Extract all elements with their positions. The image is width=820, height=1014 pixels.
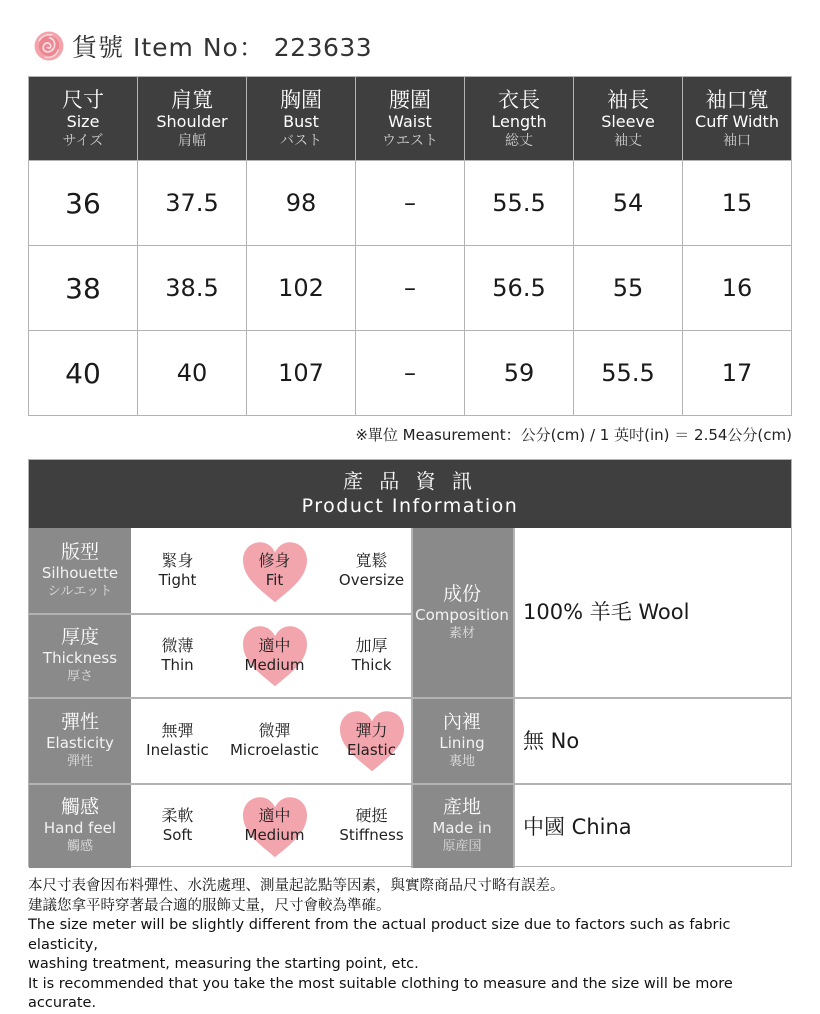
header-en: Cuff Width [695, 111, 779, 131]
scale-option [131, 783, 224, 868]
item-label: 貨號 [72, 33, 125, 62]
measurement-cell: 54 [574, 161, 683, 246]
option-en: Soft [162, 826, 193, 844]
attribute-scale [131, 697, 411, 783]
header-jp: 総丈 [505, 132, 533, 149]
attribute-scale [131, 528, 411, 613]
scale-option [325, 528, 418, 613]
rose-icon [32, 29, 66, 63]
option-zh: 無彈 [161, 720, 194, 740]
scale-option [228, 697, 321, 783]
item-header [32, 28, 372, 64]
size-col-header [356, 77, 465, 161]
label-jp: 原産国 [442, 839, 482, 854]
header-zh: 胸圍 [280, 87, 322, 112]
label-en: Silhouette [41, 564, 119, 582]
label-zh: 彈性 [60, 710, 99, 733]
header-jp: サイズ [62, 132, 104, 149]
scale-option-selected [228, 783, 321, 868]
scale-option-selected [325, 697, 418, 783]
size-value: 38 [29, 246, 138, 331]
measurement-cell: 55 [574, 246, 683, 331]
scale-option [131, 697, 224, 783]
measurement-cell: 17 [683, 331, 792, 416]
size-value: 40 [29, 331, 138, 416]
product-info-header [29, 460, 791, 528]
size-row [29, 161, 792, 246]
measurement-cell: – [356, 161, 465, 246]
attribute-label [29, 697, 131, 783]
detail-value: 無 No [523, 729, 580, 753]
product-info-title-en: Product Information [301, 495, 519, 517]
detail-value: 100% 羊毛 Wool [523, 600, 690, 624]
disclaimer-line: washing treatment, measuring the starting point, etc. [28, 956, 419, 972]
label-zh: 厚度 [60, 625, 99, 648]
size-table-header-row [29, 77, 792, 161]
measurement-cell: 107 [247, 331, 356, 416]
disclaimer-line: The size meter will be slightly different from the actual product size due to factors such as fabric elasticity, [28, 917, 731, 953]
detail-label [411, 697, 513, 783]
option-zh: 寬鬆 [355, 551, 388, 570]
label-en: Elasticity [46, 733, 114, 752]
option-en: Medium [244, 826, 305, 844]
size-row [29, 246, 792, 331]
header-jp: ウエスト [382, 132, 438, 149]
disclaimer-line: 本尺寸表會因布料彈性、水洗處理、測量起訖點等因素，與實際商品尺寸略有誤差。 [28, 878, 565, 894]
header-zh: 衣長 [498, 87, 540, 112]
disclaimer-line: It is recommended that you take the most suitable clothing to measure and the size will be more accurate. [28, 975, 733, 1011]
header-en: Size [66, 111, 100, 131]
measurement-note: ※單位 Measurement：公分(cm) / 1 英吋(in) ＝ 2.54公分(cm) [355, 426, 792, 444]
option-zh: 彈力 [355, 720, 388, 740]
label-en: Thickness [42, 648, 118, 667]
label-jp: 厚さ [66, 668, 93, 684]
header-en: Length [491, 111, 547, 131]
label-en: Made in [432, 819, 492, 837]
detail-label [411, 528, 513, 697]
measurement-cell: – [356, 331, 465, 416]
attribute-scale [131, 613, 411, 697]
measurement-cell: 98 [247, 161, 356, 246]
attribute-label [29, 783, 131, 868]
scale-option [325, 783, 418, 868]
label-zh: 內裡 [442, 710, 481, 733]
label-jp: 弾性 [66, 753, 93, 769]
option-en: Tight [158, 571, 197, 589]
label-en: Lining [439, 733, 485, 752]
measurement-cell: 55.5 [465, 161, 574, 246]
size-row [29, 331, 792, 416]
attribute-label [29, 528, 131, 613]
header-en: Sleeve [601, 111, 655, 131]
attribute-label [29, 613, 131, 697]
scale-option [131, 613, 224, 697]
option-zh: 修身 [258, 551, 291, 570]
detail-label [411, 783, 513, 868]
header-jp: 袖口 [723, 132, 751, 149]
measurement-cell: 15 [683, 161, 792, 246]
measurement-cell: 16 [683, 246, 792, 331]
size-col-header [247, 77, 356, 161]
option-zh: 加厚 [355, 635, 388, 655]
item-word: Item No： [132, 33, 265, 62]
grid-line [411, 528, 413, 868]
label-zh: 成份 [442, 583, 481, 605]
option-en: Inelastic [146, 740, 209, 759]
grid-line [29, 613, 411, 615]
label-jp: 觸感 [66, 839, 93, 854]
header-zh: 袖口寬 [705, 87, 769, 112]
option-en: Stiffness [339, 826, 404, 844]
header-zh: 尺寸 [62, 87, 104, 112]
header-jp: バスト [280, 132, 322, 149]
header-zh: 腰圍 [389, 87, 431, 112]
size-col-header [29, 77, 138, 161]
option-en: Thick [351, 655, 392, 674]
item-title [72, 28, 372, 64]
scale-option [325, 613, 418, 697]
scale-option-selected [228, 528, 321, 613]
measurement-cell: 37.5 [138, 161, 247, 246]
product-info-title-zh: 產 品 資 訊 [342, 469, 478, 493]
scale-option-selected [228, 613, 321, 697]
label-zh: 產地 [442, 796, 481, 818]
label-zh: 觸感 [60, 796, 99, 818]
option-en: Oversize [338, 571, 405, 589]
option-en: Microelastic [229, 740, 320, 759]
measurement-cell: 102 [247, 246, 356, 331]
grid-line [29, 697, 791, 699]
header-zh: 袖長 [607, 87, 649, 112]
option-zh: 緊身 [161, 551, 194, 570]
measurement-cell: 38.5 [138, 246, 247, 331]
header-en: Bust [283, 111, 319, 131]
option-zh: 柔軟 [161, 806, 194, 825]
label-en: Composition [415, 606, 509, 624]
option-zh: 硬挺 [355, 806, 388, 825]
header-jp: 肩幅 [178, 132, 206, 149]
measurement-cell: 59 [465, 331, 574, 416]
size-table [28, 76, 792, 416]
size-disclaimer [28, 877, 798, 1014]
option-zh: 適中 [258, 806, 291, 825]
option-en: Elastic [347, 740, 396, 759]
option-en: Fit [265, 571, 284, 589]
detail-value: 中國 China [523, 814, 632, 839]
size-col-header [574, 77, 683, 161]
label-zh: 版型 [60, 541, 99, 563]
attribute-scale [131, 783, 411, 868]
header-en: Waist [388, 111, 432, 131]
disclaimer-line: 建議您拿平時穿著最合適的服飾丈量，尺寸會較為準確。 [28, 897, 391, 914]
header-zh: 肩寬 [171, 87, 213, 112]
product-info-panel [28, 459, 792, 867]
item-number: 223633 [273, 33, 373, 62]
measurement-cell: 56.5 [465, 246, 574, 331]
size-col-header [683, 77, 792, 161]
label-en: Hand feel [43, 819, 117, 837]
option-zh: 適中 [258, 635, 291, 655]
size-value: 36 [29, 161, 138, 246]
grid-line [29, 783, 791, 785]
option-zh: 微薄 [161, 635, 194, 655]
label-jp: 素材 [448, 626, 475, 641]
grid-line [513, 528, 515, 868]
header-jp: 袖丈 [614, 132, 642, 149]
option-en: Thin [161, 655, 194, 674]
option-en: Medium [244, 655, 305, 674]
measurement-cell: 55.5 [574, 331, 683, 416]
option-zh: 微彈 [258, 720, 291, 740]
header-en: Shoulder [156, 111, 228, 131]
scale-option [131, 528, 224, 613]
size-col-header [465, 77, 574, 161]
label-jp: 裏地 [448, 753, 475, 769]
measurement-cell: – [356, 246, 465, 331]
size-col-header [138, 77, 247, 161]
label-jp: シルエット [47, 584, 113, 599]
measurement-cell: 40 [138, 331, 247, 416]
